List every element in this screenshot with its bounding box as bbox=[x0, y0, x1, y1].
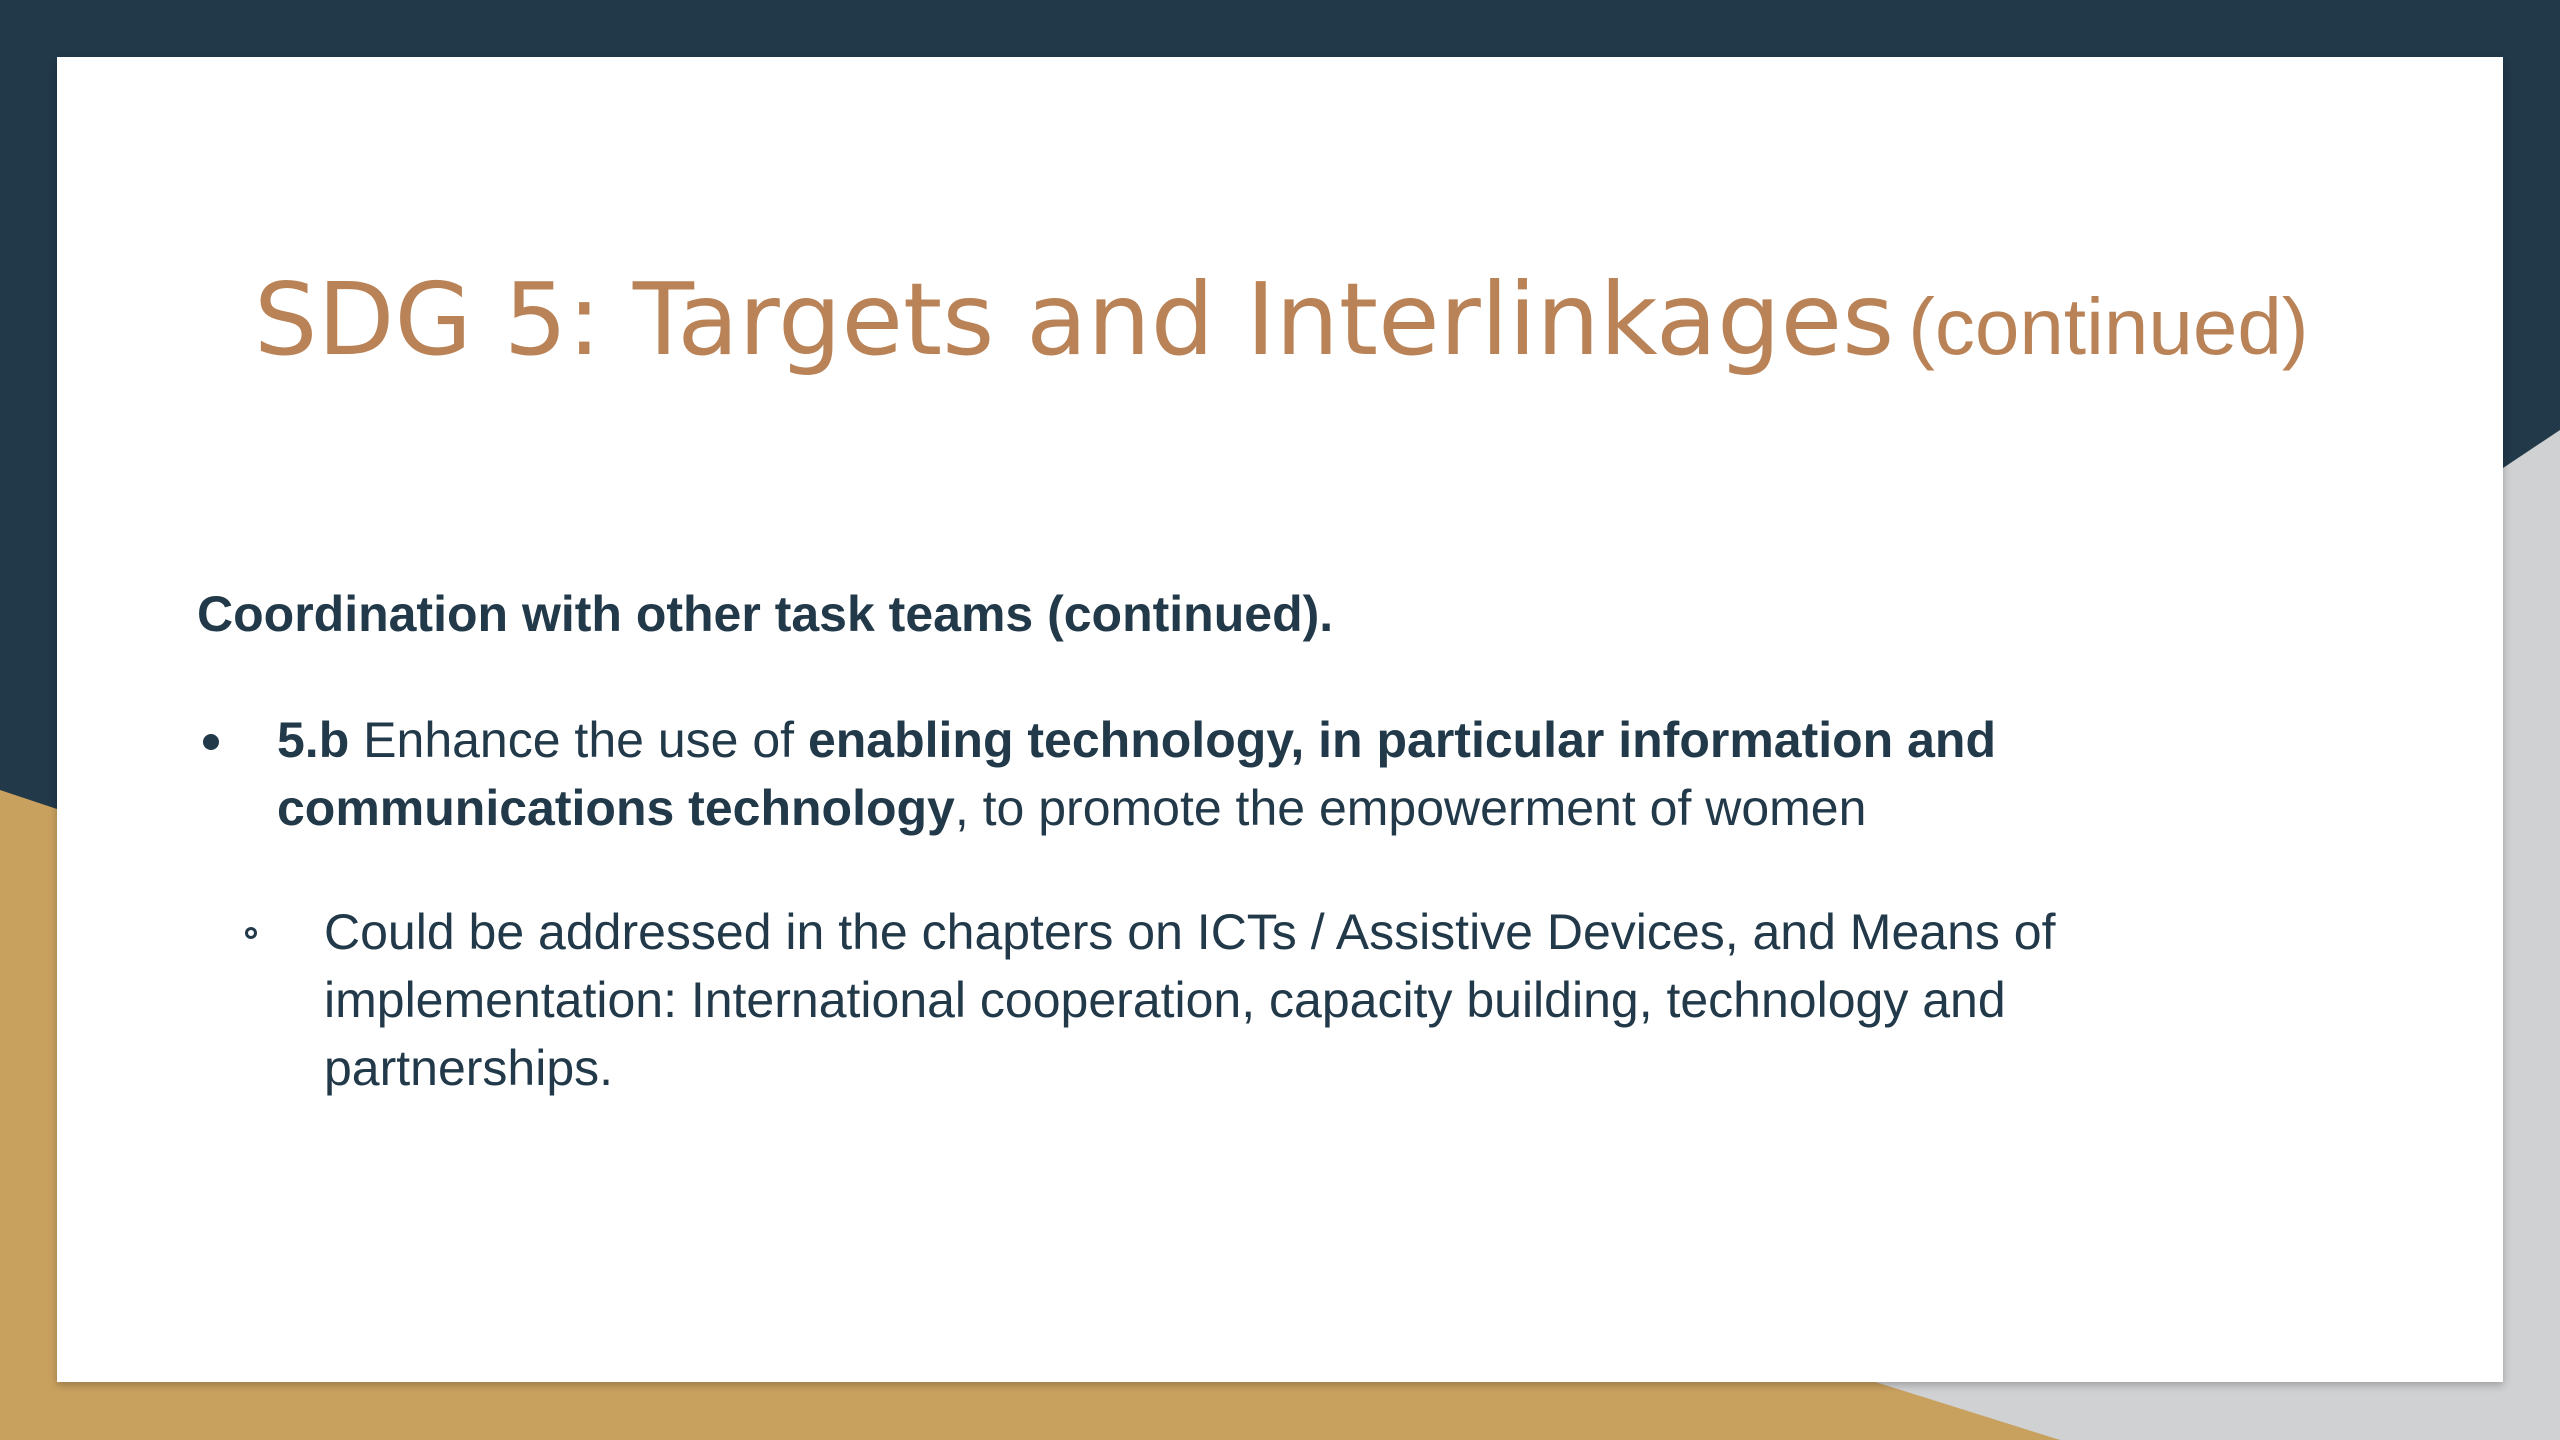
slide-title bbox=[254, 260, 2308, 380]
slide-content bbox=[197, 580, 2277, 1102]
bullet-text-1: Enhance the use of bbox=[363, 712, 795, 768]
subheading: Coordination with other task teams (continued). bbox=[197, 586, 1334, 642]
sub-bullet-item bbox=[197, 898, 2277, 1102]
slide-title-suffix: (continued) bbox=[1908, 282, 2309, 371]
slide-title-main: SDG 5: Targets and Interlinkages bbox=[254, 261, 1895, 378]
target-id: 5.b bbox=[277, 712, 350, 768]
bullet-bold-phrase: enabling technology, in particular information and communications technology bbox=[277, 712, 1996, 836]
sub-bullet-text: Could be addressed in the chapters on ICTs / Assistive Devices, and Means of implementation: International cooperation, capacity building, technology and partnerships. bbox=[324, 904, 2056, 1096]
bullet-item-5b bbox=[197, 706, 2277, 842]
sub-bullet-ring-icon bbox=[245, 927, 257, 939]
gray-corner-shape bbox=[2500, 430, 2560, 1440]
bullet-list bbox=[197, 706, 2277, 1102]
bullet-text-2: , to promote the empowerment of women bbox=[954, 780, 1867, 836]
bullet-dot-icon bbox=[203, 734, 219, 750]
